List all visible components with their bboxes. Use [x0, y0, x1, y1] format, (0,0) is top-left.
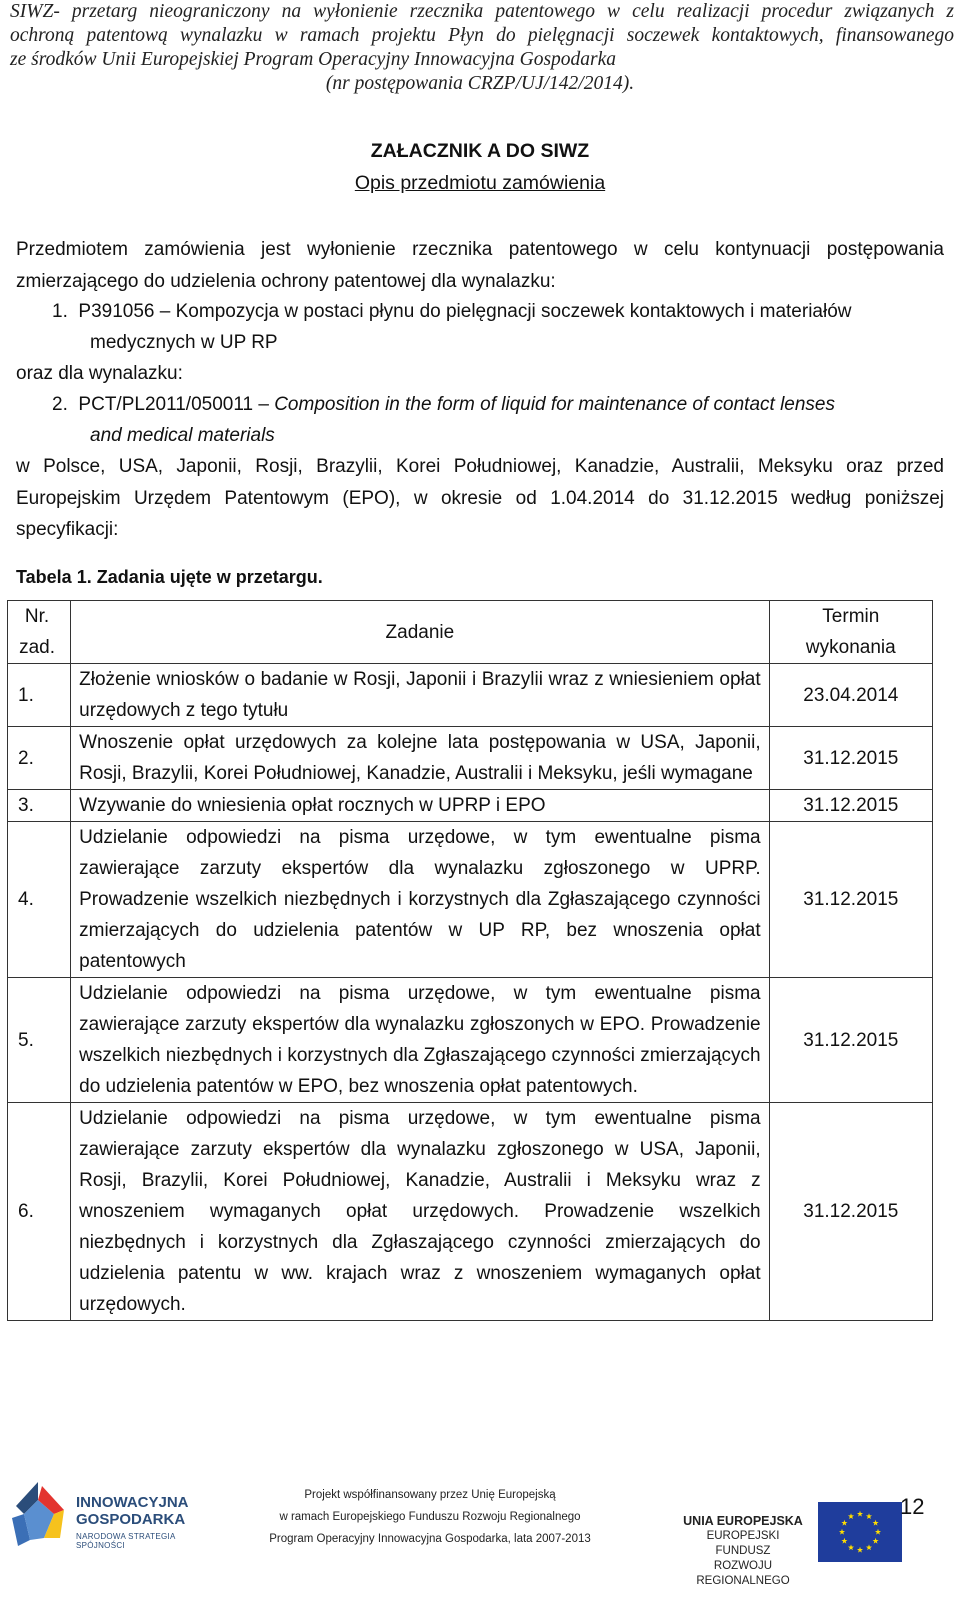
list-item-1-number: 1.	[52, 301, 68, 322]
header-nr: Nr. zad.	[8, 601, 71, 664]
ig-logo-small: NARODOWA STRATEGIA SPÓJNOŚCI	[76, 1532, 176, 1550]
tasks-table	[7, 600, 933, 1321]
eu-line-3: ROZWOJU REGIONALNEGO	[696, 1560, 790, 1587]
header-line-1: SIWZ- przetarg nieograniczony na wyłonienie rzecznika patentowego w celu realizacji procedur związanych z	[10, 1, 954, 22]
ig-logo-line1: INNOWACYJNA	[76, 1494, 189, 1511]
annex-title: ZAŁACZNIK A DO SIWZ	[370, 140, 590, 162]
footer-line-3: Program Operacyjny Innowacyjna Gospodarka, lata 2007-2013	[269, 1533, 591, 1545]
ig-logo-line2: GOSPODARKA	[76, 1511, 186, 1528]
eu-line-2: EUROPEJSKI FUNDUSZ	[706, 1530, 780, 1557]
eu-line-1: UNIA EUROPEJSKA	[683, 1514, 803, 1528]
list-item-2-number: 2.	[52, 394, 68, 415]
eu-flag-icon	[818, 1502, 902, 1562]
header-line-4: (nr postępowania CRZP/UJ/142/2014).	[325, 73, 635, 94]
list-item-1-text: P391056 – Kompozycja w postaci płynu do pielęgnacji soczewek kontaktowych i materiałów	[78, 301, 852, 322]
document-header	[0, 0, 960, 96]
row-task: Udzielanie odpowiedzi na pisma urzędowe, w tym ewentualne pisma zawierające zarzuty ekspertów dla wynalazku zgłoszonego w UPRP. Prowadzenie wszelkich niezbędnych i korzystnych dla Zgłaszającego czynności zmierzających do udzielenia patentów w UP RP, bez wnoszenia opłat patentowych	[71, 822, 770, 978]
header-line-2: ochroną patentową wynalazku w ramach projektu Płyn do pielęgnacji soczewek kontaktowych, finansowanego	[10, 25, 954, 46]
table-row	[8, 790, 933, 822]
row-task: Udzielanie odpowiedzi na pisma urzędowe, w tym ewentualne pisma zawierające zarzuty ekspertów dla wynalazku zgłoszonych w EPO. Prowadzenie wszelkich niezbędnych i korzystnych dla Zgłaszającego czynności zmierzających do udzielenia patentów w EPO, bez wnoszenia opłat patentowych.	[71, 978, 770, 1103]
list-item-2-title: Composition in the form of liquid for maintenance of contact lenses	[274, 394, 835, 415]
ig-logo-text	[76, 1494, 189, 1528]
table-row	[8, 727, 933, 790]
eu-logo-text	[678, 1514, 808, 1589]
row-date: 31.12.2015	[769, 822, 932, 978]
countries-paragraph: w Polsce, USA, Japonii, Rosji, Brazylii, Korei Południowej, Kanadzie, Australii, Meksyku oraz przed Europejskim Urzędem Patentowym (EPO), w okresie od 1.04.2014 do 31.12.2015 według poniższej specyfikacji:	[16, 456, 944, 540]
list-item-2-continued: and medical materials	[90, 425, 275, 446]
table-header-row	[8, 601, 933, 664]
table-row	[8, 664, 933, 727]
table-caption: Tabela 1. Zadania ujęte w przetargu.	[16, 567, 323, 587]
row-task: Wnoszenie opłat urzędowych za kolejne lata postępowania w USA, Japonii, Rosji, Brazylii, Korei Południowej, Kanadzie, Australii i Meksyku, jeśli wymagane	[71, 727, 770, 790]
annex-subtitle: Opis przedmiotu zamówienia	[354, 172, 606, 194]
row-task: Złożenie wniosków o badanie w Rosji, Japonii i Brazylii wraz z wniesieniem opłat urzędowych z tego tytułu	[71, 664, 770, 727]
row-nr: 1.	[8, 664, 71, 727]
intro-paragraph: Przedmiotem zamówienia jest wyłonienie rzecznika patentowego w celu kontynuacji postępowania zmierzającego do udzielenia ochrony patentowej dla wynalazku:	[16, 239, 944, 292]
footer-funding-text	[240, 1484, 620, 1550]
row-nr: 4.	[8, 822, 71, 978]
innowacyjna-gospodarka-logo	[8, 1480, 208, 1560]
page-footer	[0, 1470, 960, 1620]
list-item-1-continued: medycznych w UP RP	[90, 332, 278, 353]
list-item-1	[52, 296, 932, 328]
table-row	[8, 1103, 933, 1321]
footer-line-1: Projekt współfinansowany przez Unię Europejską	[304, 1489, 556, 1501]
row-date: 23.04.2014	[769, 664, 932, 727]
row-task: Udzielanie odpowiedzi na pisma urzędowe, w tym ewentualne pisma zawierające zarzuty ekspertów dla wynalazku zgłoszonego w USA, Japonii, Rosji, Brazylii, Korei Południowej, Kanadzie, Australii i Meksyku wraz z wnoszeniem wymaganych opłat urzędowych. Prowadzenie wszelkich niezbędnych i korzystnych dla Zgłaszającego czynności zmierzających do udzielenia patentu w ww. krajach wraz z wnoszeniem wymaganych opłat urzędowych.	[71, 1103, 770, 1321]
row-date: 31.12.2015	[769, 790, 932, 822]
row-nr: 6.	[8, 1103, 71, 1321]
list-item-2	[52, 389, 932, 421]
row-date: 31.12.2015	[769, 727, 932, 790]
page-number: 12	[900, 1494, 925, 1519]
header-task: Zadanie	[71, 601, 770, 664]
oraz-line: oraz dla wynalazku:	[16, 363, 183, 384]
list-item-2-prefix: PCT/PL2011/050011 –	[78, 394, 275, 415]
row-date: 31.12.2015	[769, 978, 932, 1103]
row-nr: 2.	[8, 727, 71, 790]
ig-logo-icon	[8, 1480, 70, 1552]
footer-line-2: w ramach Europejskiego Funduszu Rozwoju Regionalnego	[279, 1511, 581, 1523]
header-line-3: ze środków Unii Europejskiej Program Operacyjny Innowacyjna Gospodarka	[10, 49, 617, 70]
row-nr: 5.	[8, 978, 71, 1103]
table-row	[8, 822, 933, 978]
table-row	[8, 978, 933, 1103]
row-nr: 3.	[8, 790, 71, 822]
row-date: 31.12.2015	[769, 1103, 932, 1321]
row-task: Wzywanie do wniesienia opłat rocznych w UPRP i EPO	[71, 790, 770, 822]
header-date: Termin wykonania	[769, 601, 932, 664]
